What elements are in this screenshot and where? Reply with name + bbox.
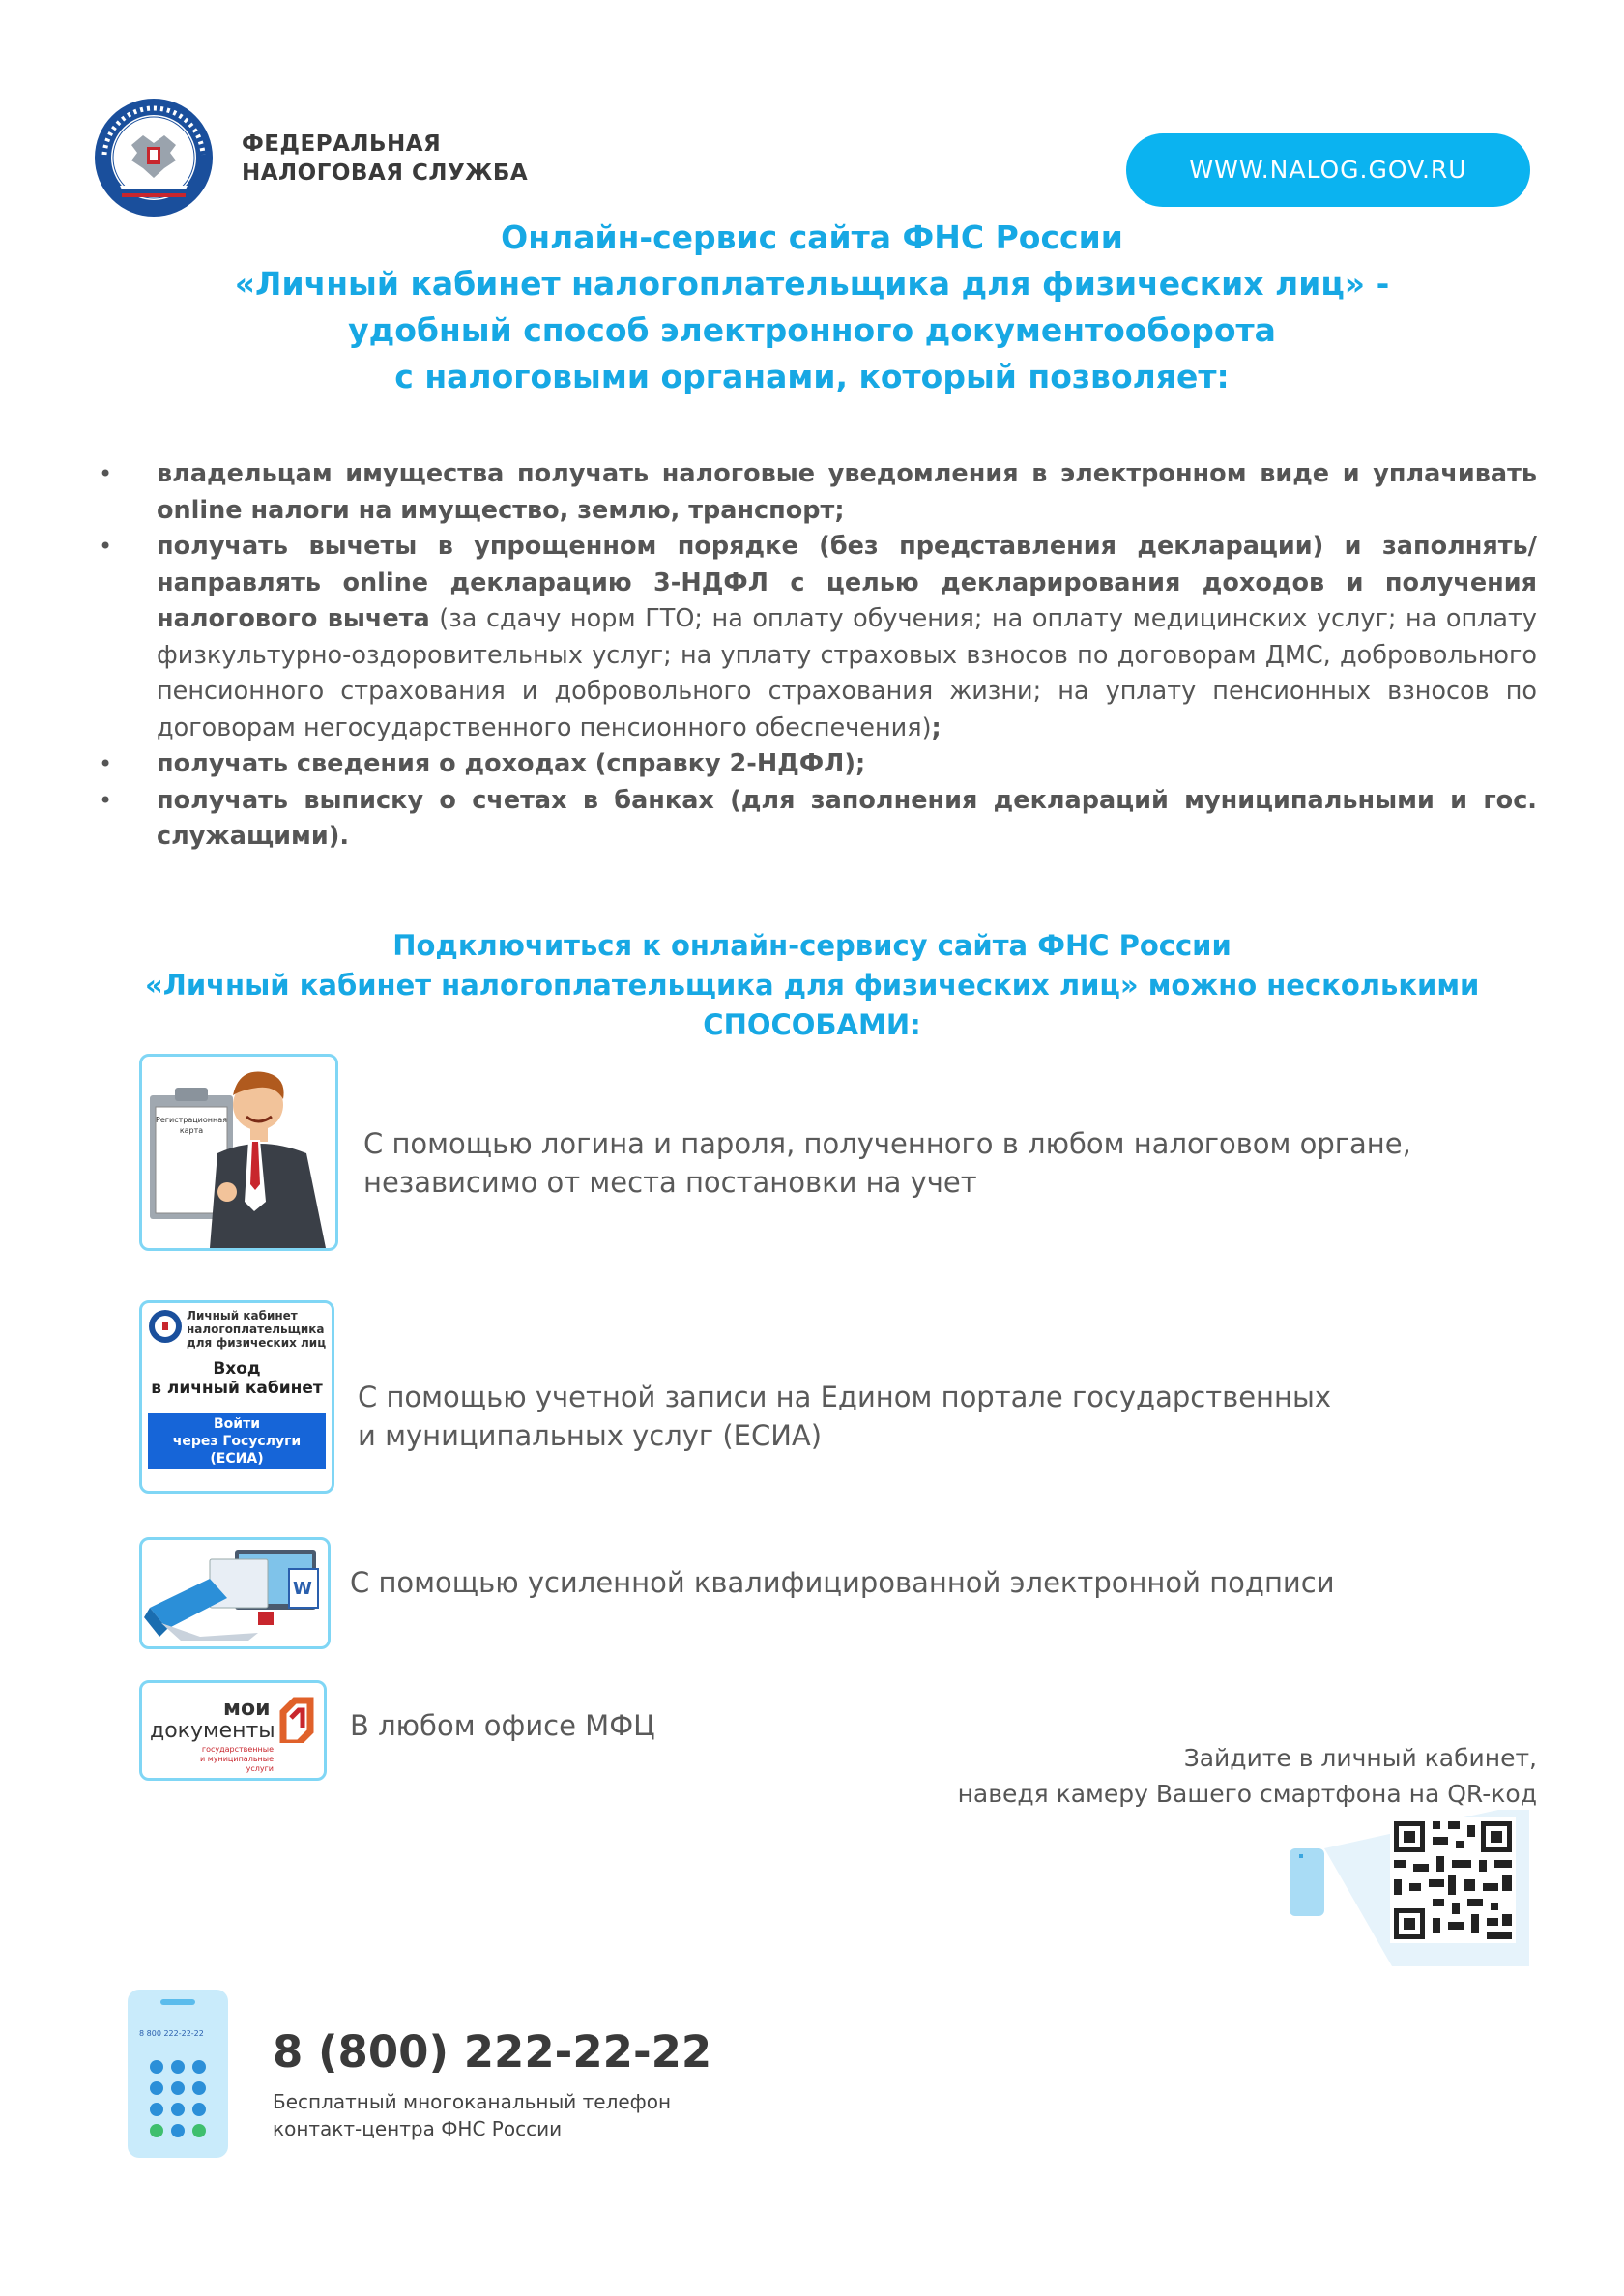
fns-emblem-icon [93, 97, 215, 218]
moi-dokumenty-sub-line: и муниципальные услуги [199, 1755, 274, 1773]
registration-card-illustration [142, 1057, 335, 1248]
registration-card-person-icon [139, 1054, 338, 1251]
method-text-line: С помощью учетной записи на Едином портале государственных [358, 1381, 1332, 1413]
moi-dokumenty-word1: мои [223, 1697, 271, 1721]
svg-text:W: W [293, 1579, 312, 1599]
feature-text: получать сведения о доходах (справку 2-НДФЛ); [157, 749, 866, 778]
qr-instructions [870, 1740, 1537, 1812]
esia-card-title-line: налогоплательщика [187, 1322, 325, 1336]
hotline-description [273, 2088, 671, 2142]
moi-dokumenty-sub-line: государственные [201, 1745, 274, 1754]
subheading-line-3: СПОСОБАМИ: [703, 1008, 921, 1041]
qr-code-icon[interactable] [1276, 1810, 1537, 1966]
esia-card-enter-line: в личный кабинет [151, 1379, 323, 1398]
phone-screen-text: 8 800 222-22-22 [139, 2029, 204, 2038]
digital-signature-illustration [142, 1540, 328, 1646]
esia-login-button [148, 1413, 326, 1469]
heading-line-4: с налоговыми органами, который позволяет: [394, 358, 1230, 395]
subheading-line-2: «Личный кабинет налогоплательщика для физических лиц» можно несколькими [145, 969, 1480, 1002]
methods-heading [145, 926, 1479, 1045]
org-name-line1: ФЕДЕРАЛЬНАЯ [242, 131, 442, 157]
esia-button-line: через Госуслуги [172, 1434, 302, 1449]
website-link-button[interactable]: WWW.NALOG.GOV.RU [1126, 133, 1530, 207]
feature-text: получать выписку о счетах в банках (для заполнения деклараций муниципальными и гос. служащими). [157, 785, 1537, 851]
feature-item [97, 456, 1537, 529]
esia-card-title-line: Личный кабинет [187, 1309, 298, 1322]
esia-login-card-icon [139, 1300, 334, 1494]
registration-card-label: Регистрационная карта [156, 1116, 227, 1135]
esia-card-enter-line: Вход [213, 1359, 261, 1379]
org-name-line2: НАЛОГОВАЯ СЛУЖБА [242, 160, 529, 186]
features-list [97, 456, 1537, 856]
phone-keypad-icon [128, 1990, 228, 2158]
moi-dokumenty-word2: документы [150, 1719, 276, 1743]
feature-item [97, 783, 1537, 856]
esia-card-enter [142, 1359, 332, 1398]
hotline-description-line: контакт-центра ФНС России [273, 2117, 563, 2140]
page-title [145, 215, 1479, 400]
feature-item [97, 529, 1537, 746]
qr-instructions-line: Зайдите в личный кабинет, [1183, 1744, 1537, 1772]
method-text-line: независимо от места постановки на учет [363, 1166, 977, 1199]
method-text-line: и муниципальных услуг (ЕСИА) [358, 1419, 823, 1452]
method-mfc-text: В любом офисе МФЦ [350, 1709, 655, 1742]
method-login-password-text [363, 1124, 1411, 1202]
method-e-signature-text: С помощью усиленной квалифицированной электронной подписи [350, 1566, 1335, 1599]
org-name [242, 130, 528, 188]
esia-card-title [187, 1309, 326, 1350]
hotline-number[interactable]: 8 (800) 222-22-22 [273, 2026, 712, 2078]
feature-text-bold: получать вычеты в упрощенном порядке (без представления декларации) и заполнять/направлять online декларацию 3-НДФЛ с целью декларирования доходов и получения налогового вычета [157, 532, 1537, 633]
moi-dokumenty-sub [177, 1745, 274, 1774]
qr-instructions-line: наведя камеру Вашего смартфона на QR-код [957, 1780, 1537, 1808]
method-esia-text [358, 1378, 1331, 1455]
moi-dokumenty-logo-icon [139, 1680, 327, 1781]
fns-small-emblem-icon [148, 1309, 183, 1344]
esia-card-title-line: для физических лиц [187, 1336, 327, 1350]
heading-line-1: Онлайн-сервис сайта ФНС России [501, 218, 1123, 256]
moi-dokumenty-mark-icon [277, 1695, 316, 1743]
heading-line-3: удобный способ электронного документооборота [348, 311, 1276, 349]
esia-button-line: Войти [213, 1416, 261, 1432]
digital-signature-usb-icon [139, 1537, 331, 1649]
esia-button-line: (ЕСИА) [210, 1451, 264, 1467]
feature-text-end: ; [931, 712, 942, 742]
subheading-line-1: Подключиться к онлайн-сервису сайта ФНС России [392, 929, 1232, 962]
feature-text-details: (за сдачу норм ГТО; на оплату обучения; на оплату медицинских услуг; на оплату физкультурно-оздоровительных услуг; на уплату страховых взносов по договорам ДМС, добровольного пенсионного страхования и добровольного страхования жизни; на уплату пенсионных взносов по договорам негосударственного пенсионного обеспечения) [157, 604, 1537, 742]
heading-line-2: «Личный кабинет налогоплательщика для физических лиц» - [234, 265, 1390, 303]
hotline-description-line: Бесплатный многоканальный телефон [273, 2090, 672, 2113]
feature-item [97, 746, 1537, 783]
feature-text: владельцам имущества получать налоговые уведомления в электронном виде и уплачивать online налоги на имущество, землю, транспорт; [157, 459, 1537, 525]
method-text-line: С помощью логина и пароля, полученного в любом налоговом органе, [363, 1127, 1411, 1160]
